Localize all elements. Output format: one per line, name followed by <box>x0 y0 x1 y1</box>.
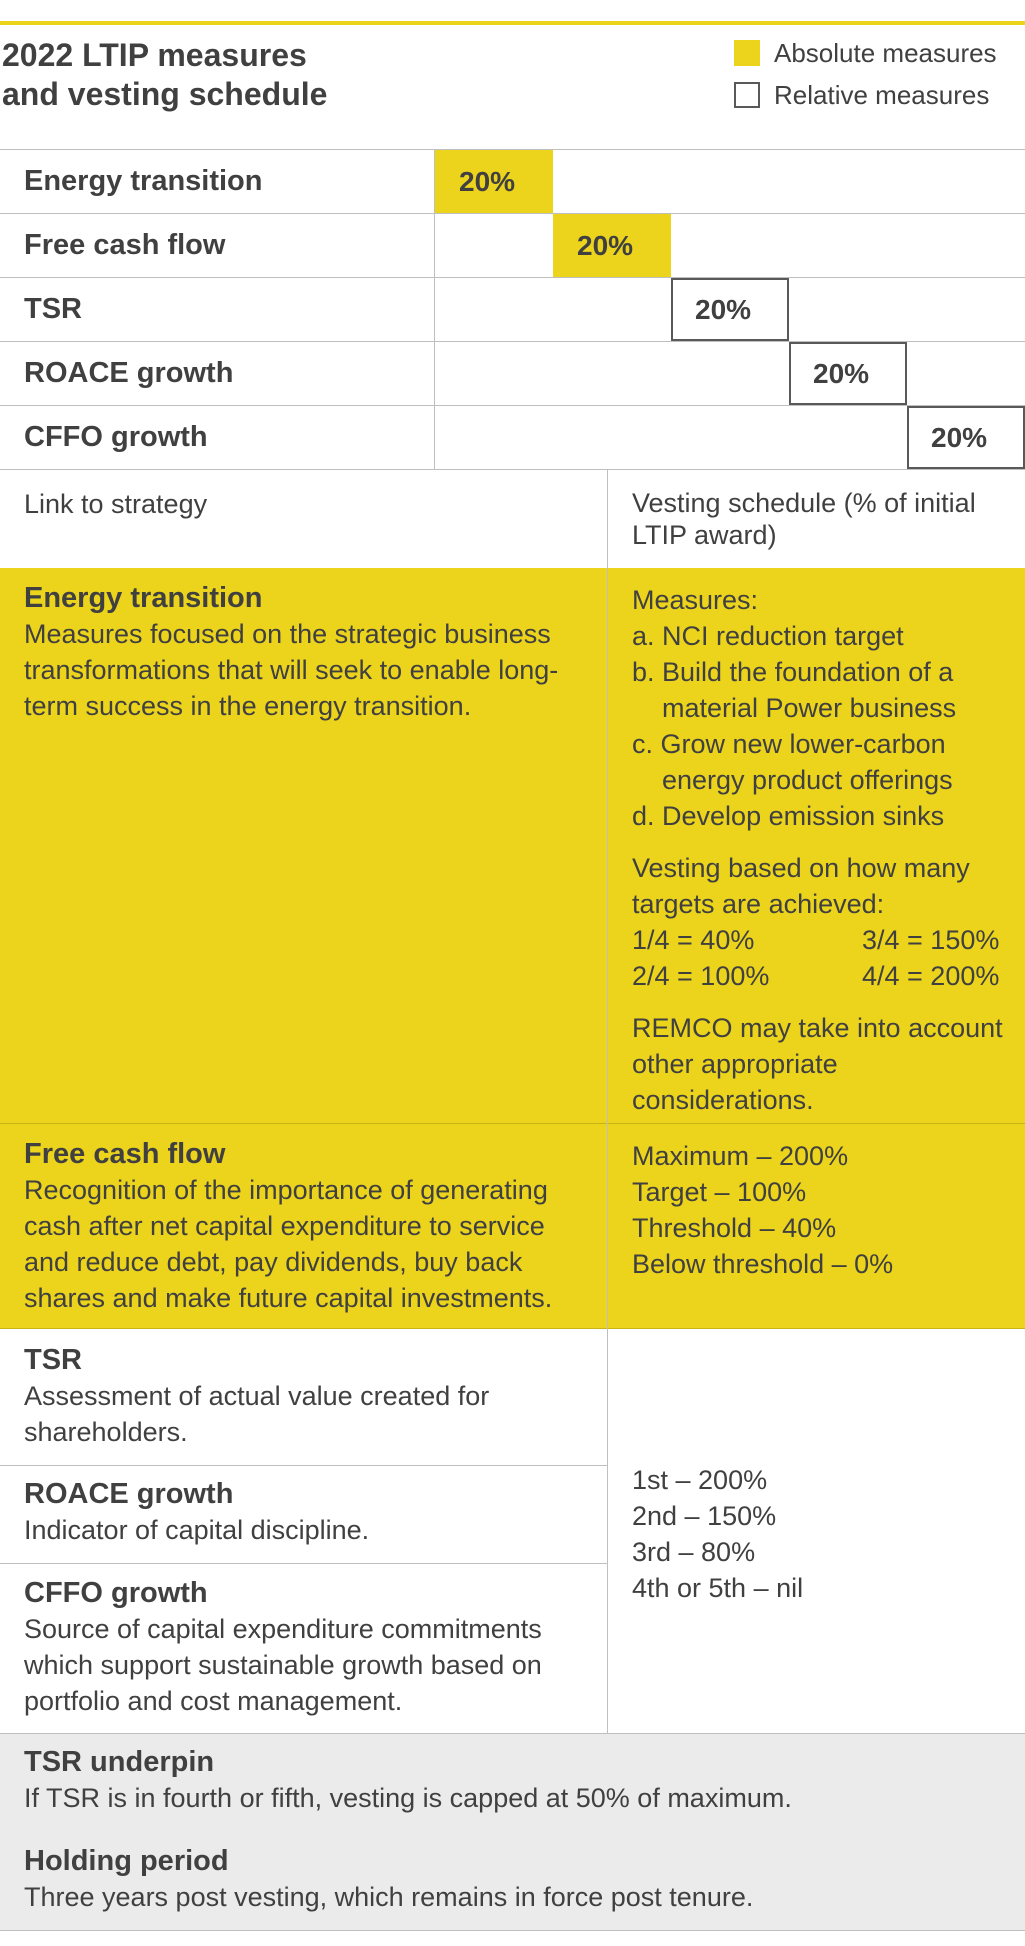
page-title <box>2 36 327 114</box>
cffo-title: CFFO growth <box>24 1577 208 1609</box>
energy-strategy-cell <box>24 580 589 724</box>
vesting-value: 3/4 = 150% <box>862 925 1000 955</box>
measure-label: Free cash flow <box>24 229 226 261</box>
measure-label: ROACE growth <box>24 357 234 389</box>
weight-cffo: 20% <box>907 406 1025 469</box>
fcf-strategy-cell <box>24 1136 589 1316</box>
title-line-1: 2022 LTIP measures <box>2 37 307 73</box>
energy-vesting-cell <box>632 582 1012 1118</box>
energy-text: Measures focused on the strategic business transformations that will seek to enable long-term success in the energy transition. <box>24 619 559 721</box>
legend-absolute-label: Absolute measures <box>774 37 997 68</box>
energy-title: Energy transition <box>24 582 263 614</box>
weight-energy: 20% <box>435 150 553 213</box>
underpin-cell <box>24 1744 1014 1816</box>
roace-strategy-cell <box>24 1476 589 1548</box>
remco-text: REMCO may take into account other appropriate considerations. <box>632 1013 1003 1115</box>
cffo-strategy-cell <box>24 1575 589 1719</box>
fcf-schedule-item: Threshold – 40% <box>632 1213 837 1243</box>
relative-schedule-item: 4th or 5th – nil <box>632 1573 804 1603</box>
fcf-schedule-item: Maximum – 200% <box>632 1141 849 1171</box>
energy-item: energy product offerings <box>662 765 953 795</box>
fcf-title: Free cash flow <box>24 1138 226 1170</box>
tsr-title: TSR <box>24 1344 82 1376</box>
vesting-text: Vesting based on how many targets are achieved: <box>632 853 970 919</box>
measure-row-cffo <box>0 405 1025 470</box>
header-vesting-schedule: Vesting schedule (% of initial LTIP award) <box>632 488 976 550</box>
measure-row-tsr <box>0 277 1025 341</box>
cffo-text: Source of capital expenditure commitments which support sustainable growth based on portfolio and cost management. <box>24 1614 542 1716</box>
roace-title: ROACE growth <box>24 1478 234 1510</box>
legend-absolute <box>734 38 997 68</box>
fcf-schedule-item: Below threshold – 0% <box>632 1249 894 1279</box>
relative-schedule-item: 1st – 200% <box>632 1465 768 1495</box>
energy-item: material Power business <box>662 693 957 723</box>
holding-cell <box>24 1843 1014 1915</box>
fcf-schedule-item: Target – 100% <box>632 1177 807 1207</box>
outline-swatch-icon <box>734 82 760 108</box>
vesting-pair-row <box>632 958 1012 994</box>
weight-fcf: 20% <box>553 214 671 277</box>
title-line-2: and vesting schedule <box>2 76 328 112</box>
holding-text: Three years post vesting, which remains in force post tenure. <box>24 1882 754 1912</box>
vesting-value: 2/4 = 100% <box>632 961 770 991</box>
energy-item: d. Develop emission sinks <box>632 801 945 831</box>
legend-relative <box>734 80 989 110</box>
fcf-vesting-cell <box>632 1138 1012 1282</box>
measure-row-fcf <box>0 213 1025 277</box>
underpin-title: TSR underpin <box>24 1746 215 1778</box>
table-header <box>0 469 1025 569</box>
measure-label: CFFO growth <box>24 421 208 453</box>
holding-title: Holding period <box>24 1845 229 1877</box>
legend-relative-label: Relative measures <box>774 79 990 110</box>
header-link-to-strategy: Link to strategy <box>24 489 208 519</box>
relative-schedule-item: 3rd – 80% <box>632 1537 756 1567</box>
energy-item: c. Grow new lower-carbon <box>632 729 946 759</box>
fcf-text: Recognition of the importance of generating cash after net capital expenditure to service and reduce debt, pay dividends, buy back shares and make future capital investments. <box>24 1175 553 1313</box>
energy-item: a. NCI reduction target <box>632 621 904 651</box>
yellow-swatch-icon <box>734 40 760 66</box>
column-divider <box>607 469 608 1733</box>
measure-label: Energy transition <box>24 165 263 197</box>
energy-item: b. Build the foundation of a <box>632 657 954 687</box>
measures-label: Measures: <box>632 585 759 615</box>
vesting-pair-row <box>632 922 1012 958</box>
relative-schedule-item: 2nd – 150% <box>632 1501 777 1531</box>
roace-text: Indicator of capital discipline. <box>24 1515 370 1545</box>
vesting-value: 4/4 = 200% <box>862 961 1000 991</box>
tsr-text: Assessment of actual value created for shareholders. <box>24 1381 490 1447</box>
weight-roace: 20% <box>789 342 907 405</box>
relative-vesting-cell <box>632 1462 1012 1606</box>
vesting-value: 1/4 = 40% <box>632 925 755 955</box>
top-accent-line <box>0 21 1025 25</box>
weight-tsr: 20% <box>671 278 789 341</box>
tsr-strategy-cell <box>24 1342 589 1450</box>
underpin-text: If TSR is in fourth or fifth, vesting is capped at 50% of maximum. <box>24 1783 792 1813</box>
measure-label: TSR <box>24 293 82 325</box>
